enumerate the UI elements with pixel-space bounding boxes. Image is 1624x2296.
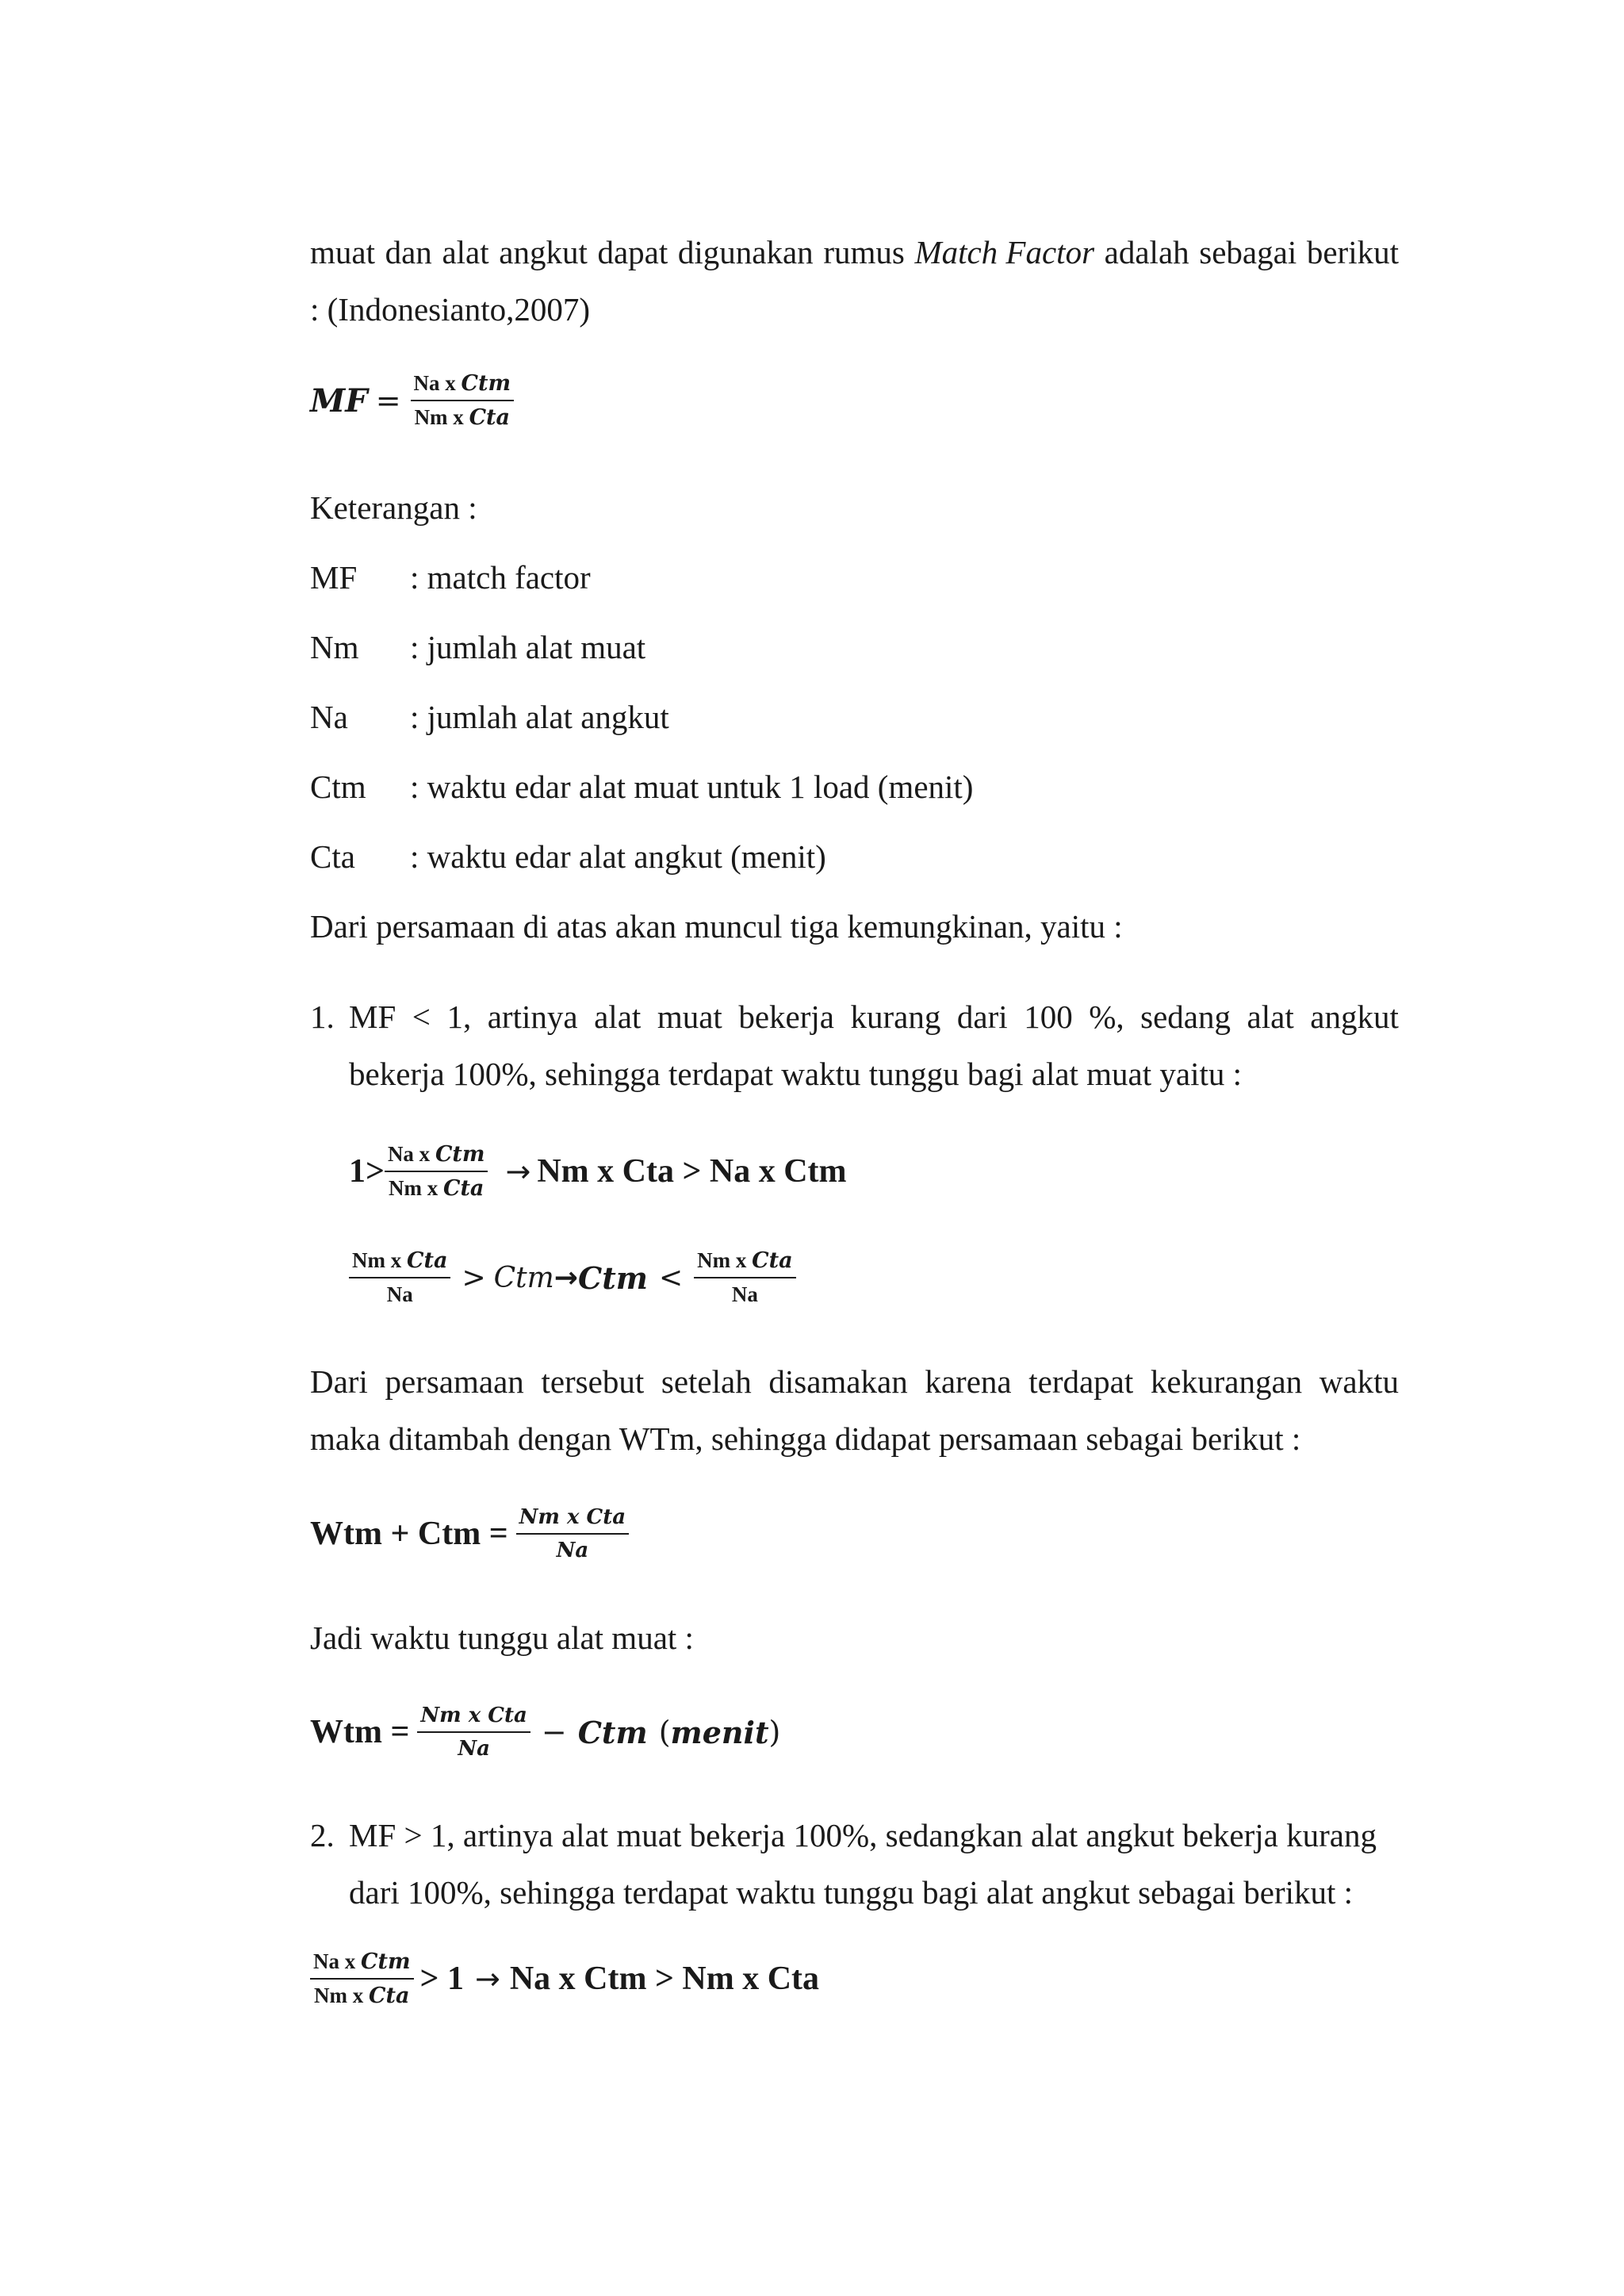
word: dapat (597, 234, 668, 270)
item2-line-2: dari 100%, sehingga terdapat waktu tunggu bagi alat angkut sebagai berikut : (349, 1874, 1354, 1911)
item1-line-2: bekerja 100%, sehingga terdapat waktu tunggu bagi alat muat yaitu : (349, 1056, 1243, 1092)
word: artinya (487, 999, 578, 1035)
legend-symbol: Cta (310, 838, 355, 875)
formula-mf (310, 371, 514, 430)
eq-relation: > 1 (419, 1961, 464, 1997)
possibilities-intro: Dari persamaan di atas akan muncul tiga kemungkinan, yaitu : (310, 908, 1123, 945)
legend-description: : jumlah alat angkut (410, 699, 669, 735)
den-var: Cta (369, 1984, 410, 2008)
eq-rhs: Na x Ctm > Nm x Cta (509, 1961, 820, 1997)
word: karena (925, 1363, 1012, 1400)
formula-lhs: MF (310, 381, 368, 420)
num-text: Na x (413, 371, 462, 395)
fraction (411, 371, 515, 430)
italic-term: Match Factor (914, 234, 1095, 270)
eq-rhs: Nm x Cta > Na x Ctm (537, 1153, 847, 1190)
legend-description: : waktu edar alat angkut (menit) (410, 838, 826, 875)
word: kurang (850, 999, 941, 1035)
eq-lhs: Wtm = (310, 1714, 410, 1750)
word: sedang (1140, 999, 1231, 1035)
word: MF (349, 999, 396, 1035)
equation-3 (310, 1505, 629, 1562)
word: rumus (823, 234, 905, 270)
den-text: Nm x (414, 405, 469, 429)
fraction (694, 1248, 795, 1307)
word: 100 (1024, 999, 1073, 1035)
numerator (349, 1248, 450, 1278)
word: bekerja (738, 999, 834, 1035)
word: %, (1089, 999, 1124, 1035)
word: disamakan (768, 1363, 908, 1400)
legend-description: : jumlah alat muat (410, 629, 646, 665)
fraction (310, 1949, 414, 2008)
numerator: Nm x Cta (516, 1505, 629, 1535)
word: digunakan (677, 234, 814, 270)
equation-1 (349, 1142, 847, 1201)
den-text: Nm x (388, 1176, 443, 1200)
num-text: Na x (387, 1142, 435, 1166)
word: adalah (1104, 234, 1189, 270)
num-text: Nm x (697, 1248, 753, 1272)
num-var: Ctm (461, 371, 511, 396)
legend-symbol: Ctm (310, 769, 366, 805)
paren-close: ) (768, 1715, 781, 1750)
denominator: Na (731, 1282, 758, 1306)
word: berikut (1306, 234, 1399, 270)
word: muat (310, 234, 375, 270)
legend-symbol: MF (310, 559, 358, 596)
word: alat (442, 234, 489, 270)
word: tersebut (541, 1363, 645, 1400)
para2-line-1 (310, 1363, 1399, 1400)
equation-2 (349, 1248, 796, 1307)
arrow-icon: → (474, 1961, 500, 1996)
word: alat (1247, 999, 1294, 1035)
equation-4 (310, 1704, 780, 1761)
eq-lhs: Wtm + Ctm = (310, 1516, 508, 1552)
legend-description: : waktu edar alat muat untuk 1 load (menit) (410, 769, 974, 805)
numerator (694, 1248, 795, 1278)
num-var: Ctm (361, 1949, 411, 1974)
arrow-icon: → (505, 1154, 531, 1189)
numerator (310, 1949, 414, 1980)
jadi-text: Jadi waktu tunggu alat muat : (310, 1619, 694, 1656)
fraction (417, 1704, 530, 1761)
legend-symbol: Nm (310, 629, 359, 665)
word: angkut (499, 234, 588, 270)
equation-5 (310, 1949, 819, 2008)
word: < (412, 999, 431, 1035)
legend-description: : match factor (410, 559, 591, 596)
paren-open: ( (658, 1715, 671, 1750)
minus-sign: − (541, 1715, 567, 1750)
word: kekurangan (1150, 1363, 1303, 1400)
den-var: Cta (469, 405, 511, 430)
greater-than-sign: > (462, 1261, 486, 1294)
word: dan (385, 234, 432, 270)
equals-sign: = (375, 383, 401, 418)
num-var: Cta (752, 1248, 793, 1273)
eq-lead: 1> (349, 1153, 385, 1190)
arrow-icon: → (553, 1261, 578, 1294)
word: 1, (446, 999, 472, 1035)
item1-line-1 (349, 1001, 1399, 1033)
word: Dari (310, 1363, 368, 1400)
word: sebagai (1199, 234, 1297, 270)
denominator (385, 1172, 487, 1201)
num-text: Nm x (352, 1248, 407, 1272)
intro-line-2: : (Indonesianto,2007) (310, 291, 590, 328)
list-number: 2. (310, 1817, 335, 1853)
ctm-term: Ctm (493, 1261, 554, 1294)
fraction (516, 1505, 629, 1562)
item2-line-1: MF > 1, artinya alat muat bekerja 100%, sedangkan alat angkut bekerja kurang (349, 1817, 1377, 1853)
word: persamaan (385, 1363, 524, 1400)
word: setelah (661, 1363, 752, 1400)
denominator: Na (386, 1282, 413, 1306)
list-number: 1. (310, 999, 335, 1035)
word: alat (594, 999, 642, 1035)
word: muat (657, 999, 722, 1035)
den-var: Cta (442, 1176, 485, 1201)
unit-term: menit (670, 1714, 769, 1750)
intro-line-1 (310, 236, 1399, 269)
numerator (411, 371, 515, 401)
word: dari (956, 999, 1008, 1035)
less-than-sign: < (658, 1261, 684, 1294)
denominator: Na (458, 1737, 490, 1761)
denominator: Na (556, 1539, 589, 1562)
num-var: Cta (407, 1248, 448, 1273)
numerator: Nm x Cta (417, 1704, 530, 1733)
num-var: Ctm (435, 1142, 485, 1167)
den-text: Nm x (314, 1984, 370, 2007)
numerator (385, 1142, 488, 1172)
ctm-term: Ctm (577, 1714, 648, 1750)
num-text: Na x (313, 1949, 361, 1973)
denominator (412, 401, 513, 430)
para2-line-2: maka ditambah dengan WTm, sehingga didapat persamaan sebagai berikut : (310, 1420, 1301, 1457)
word: angkut (1310, 999, 1399, 1035)
word: terdapat (1028, 1363, 1134, 1400)
fraction (349, 1248, 450, 1307)
fraction (385, 1142, 488, 1201)
ctm-bold-term: Ctm (577, 1259, 648, 1296)
denominator (311, 1980, 412, 2008)
word: waktu (1319, 1363, 1399, 1400)
legend-symbol: Na (310, 699, 348, 735)
keterangan-title: Keterangan : (310, 489, 477, 526)
